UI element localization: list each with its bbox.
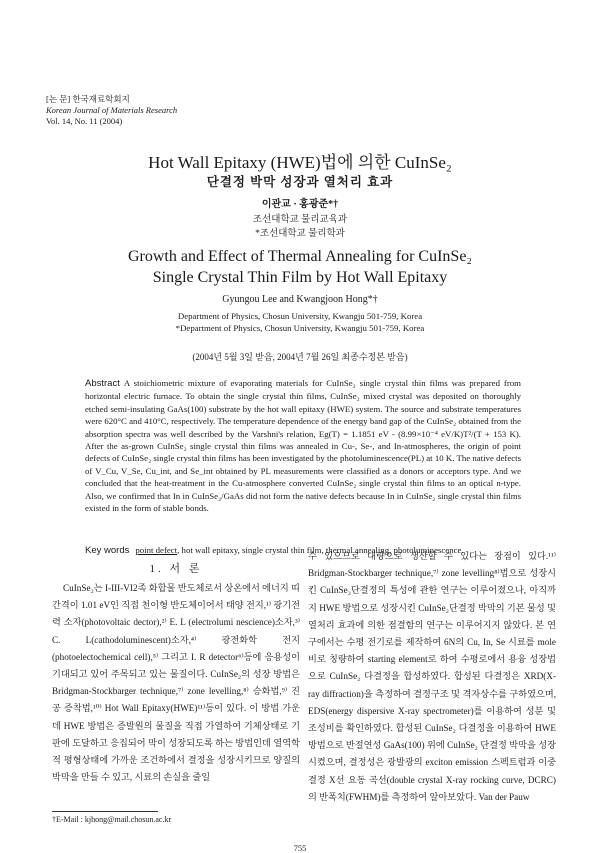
title-ko: Hot Wall Epitaxy (HWE)법에 의한 CuInSe₂ [148,153,452,172]
body-column-left [52,580,300,786]
authors-ko: 이관교 · 홍광준*† [261,199,339,210]
affiliation-ko-2: *조선대학교 물리학과 [255,229,345,239]
page-number: 755 [293,843,307,853]
title-en-line2: Single Crystal Thin Film by Hot Wall Epitaxy [152,269,448,286]
affiliation-en-2: *Department of Physics, Chosun University, Kwangju 501-759, Korea [175,323,425,333]
keywords-label: Key words [85,545,130,556]
body-paragraph-right: 수 있으므로 대량으로 생산할 수 있다는 장점이 있다.¹¹⁾ Bridgman-Stockbarger technique,⁷⁾ zone levelling⁸⁾법으로 성장시킨 CuInSe₂단결정의 특성에 관한 연구는 이루어졌으나, 아직까지 HWE 방법으로 성장시킨 CuInSe₂단결정 박막의 기본 물성 및 열처리 효과에 의한 점결함의 연구는 이루어지지 않았다. 본 연구에서는 수평 전기로를 제작하여 6N의 Cu, In, Se 시료를 mole비로 칭량하여 starting element로 하여 수평로에서 용융 성장법으로 CuInSe₂ 다결정을 합성하였다. 합성된 다결정은 XRD(X-ray diffraction)을 측정하여 결정구조 및 격자상수를 구하였으며, EDS(energy dispersive X-ray spectrometer)를 이용하여 성분 및 조성비를 확인하였다. 합성된 CuInSe₂ 다결정을 이용하여 HWE 방법으로 반절연성 GaAs(100) 위에 CuInSe₂ 단결정 박막을 성장시켰으며, 결정성은 광발광의 exciton emission 스펙트럼과 이중 결정 X선 요동 곡선(double crystal X-ray rocking curve, DCRC)의 반폭치(FWHM)를 측정하여 알아보았다. Van der Pauw [308,551,556,802]
keywords-rest: , hot wall epitaxy, single crystal thin film, thermal annealing, photoluminescence. [177,545,464,555]
keyword-first: point defect [135,545,178,555]
affiliation-ko-1: 조선대학교 물리교육과 [252,215,348,225]
abstract-text: A stoichiometric mixture of evaporating materials for CuInSe₂ single crystal thin films was prepared from horizontal electric furnace. To obtain the single crystal thin films, CuInSe₂ mixed crystal was deposited on thoroughly etched semi-insulating GaAs(100) substrate by the hot wall epitaxy (HWE) system. The source and substrate temperatures were 620°C and 410°C, respectively. The temperature dependence of the energy band gap of the CuInSe₂ obtained from the absorption spectra was well described by the Varshni's relation, Eg(T) = 1.1851 eV - (8.99×10⁻⁴ eV/K)T²/(T + 153 K). After the as-grown CuInSe₂ single crystal thin films was annealed in Cu-, Se-, and In-atmospheres, the origin of point defects of CuInSe₂ single crystal thin films has been investigated by the photoluminescence(PL) at 10 K. The native defects of V_Cu, V_Se, Cu_int, and Se_int obtained by PL measurements were classified as a donors or acceptors type. And we concluded that the heat-treatment in the Cu-atmosphere converted CuInSe₂ single crystal thin films to an optical n-type. Also, we confirmed that In in CuInSe₂/GaAs did not form the native defects because In in CuInSe₂ single crystal thin films existed in the form of stable bonds. [85,378,521,514]
body-column-right [308,548,556,806]
journal-volume: Vol. 14, No. 11 (2004) [46,116,123,126]
authors-en: Gyungou Lee and Kwangjoon Hong*† [222,294,378,305]
section-heading: 1. 서 론 [149,563,203,575]
title-en [0,246,600,288]
title-en-line1: Growth and Effect of Thermal Annealing for CuInSe₂ [127,248,472,265]
abstract [85,377,521,514]
journal-name-ko: [논 문] 한국재료학회지 [46,94,130,104]
journal-name-en: Korean Journal of Materials Research [46,105,178,115]
body-paragraph-left: CuInSe₂는 I-III-VI2족 화합물 반도체로서 상온에서 에너지 띠간격이 1.01 eV인 직접 천이형 반도체이어서 태양 전지,¹⁾ 광기전력 소자(photovoltaic dector),²⁾ E. L (electrolumi nescience)소자,³⁾ C. L(cathodoluminescent)소자,⁴⁾ 광전화학 전지(photoelectochemical cell),⁵⁾ 그리고 I. R detector⁶⁾등에 응용성이 기대되고 있어 주목되고 있는 물질이다. CuInSe₂의 성장 방법은 Bridgman-Stockbarger technique,⁷⁾ zone levelling,⁸⁾ 승화법,⁹⁾ 진공 증착법,¹⁰⁾ Hot Wall Epitaxy(HWE)¹¹⁾등이 있다. 이 방법 가운데 HWE 방법은 증발원의 물질을 직접 가열하여 기체상태로 기판에 도달하고 응집되어 막이 성장되도록 하는 방법인데 열역학적 평형상태에 가까운 조건하에서 결정을 성장시키므로 양질의 박막을 만들 수 있고, 시료의 손실을 줄일 [52,583,300,783]
abstract-label: Abstract [85,378,120,389]
journal-header [46,94,177,127]
subtitle-ko: 단결정 박막 성장과 열처리 효과 [206,175,394,189]
received-dates: (2004년 5월 3일 받음, 2004년 7월 26일 최종수정본 받음) [192,352,408,362]
affiliation-en-1: Department of Physics, Chosun University, Kwangju 501-759, Korea [177,311,423,321]
footnote-email: †E-Mail : kjhong@mail.chosun.ac.kr [52,815,172,824]
footnote-rule [52,811,158,812]
